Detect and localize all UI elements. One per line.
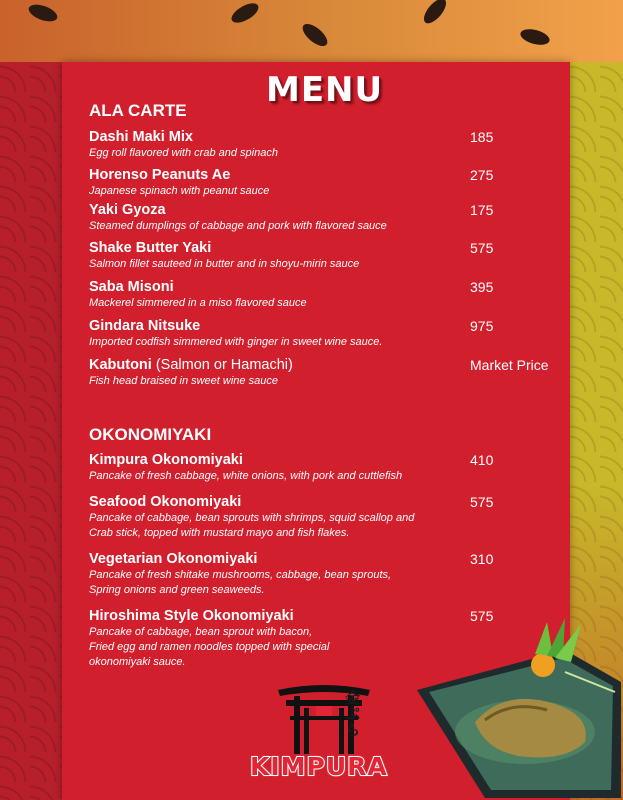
leaf-decoration (420, 0, 450, 27)
item-price: 410 (470, 452, 494, 468)
menu-title: MENU (266, 70, 384, 110)
item-name: Horenso Peanuts Ae (89, 167, 231, 183)
item-name-main: Kabutoni (89, 357, 152, 373)
item-description-line: Pancake of fresh cabbage, white onions, with pork and cuttlefish (89, 470, 403, 482)
item-price: 185 (470, 129, 494, 145)
item-name-extra: (Salmon or Hamachi) (151, 357, 293, 373)
item-description: Japanese spinach with peanut sauce (89, 185, 270, 197)
item-price: 575 (470, 240, 494, 256)
item-description-line: Fried egg and ramen noodles topped with special (89, 641, 330, 653)
leaf-decoration (229, 0, 262, 27)
item-name: Gindara Nitsuke (89, 318, 201, 334)
top-photo-strip (0, 0, 623, 62)
leaf-decoration (299, 20, 331, 50)
section-title-ala-carte: ALA CARTE (89, 101, 187, 120)
item-description-line: Pancake of cabbage, bean sprouts with shrimps, squid scallop and (89, 512, 415, 524)
item-price: 395 (470, 279, 494, 295)
item-description: Salmon fillet sauteed in butter and in shoyu-mirin sauce (89, 258, 360, 270)
section-title-okonomiyaki: OKONOMIYAKI (89, 425, 212, 444)
item-description-line: Pancake of fresh shitake mushrooms, cabbage, bean sprouts, (89, 569, 392, 581)
leaf-decoration (27, 1, 60, 24)
item-name: Hiroshima Style Okonomiyaki (89, 608, 294, 624)
item-name: Saba Misoni (89, 279, 174, 295)
item-price: 275 (470, 167, 494, 183)
item-price: 175 (470, 202, 494, 218)
item-name: Seafood Okonomiyaki (89, 494, 242, 510)
logo-brand-name: KIMPURA (250, 752, 388, 781)
item-description: Imported codfish simmered with ginger in sweet wine sauce. (89, 336, 383, 348)
item-price: 975 (470, 318, 494, 334)
item-description-line: Spring onions and green seaweeds. (89, 584, 265, 596)
item-name: Shake Butter Yaki (89, 240, 212, 256)
item-name: Yaki Gyoza (89, 202, 166, 218)
logo-kana: 金ぷら (345, 689, 361, 739)
fish-dish-photo (415, 612, 623, 800)
item-price: Market Price (470, 357, 549, 373)
item-price: 575 (470, 608, 494, 624)
item-description-line: Pancake of cabbage, bean sprout with bacon, (89, 626, 313, 638)
left-wave-pattern (0, 62, 62, 800)
item-description-line: Crab stick, topped with mustard mayo and fish flakes. (89, 527, 350, 539)
item-name: Vegetarian Okonomiyaki (89, 551, 258, 567)
item-price: 575 (470, 494, 494, 510)
item-description: Mackerel simmered in a miso flavored sauce (89, 297, 307, 309)
item-description-line: okonomiyaki sauce. (89, 656, 186, 668)
item-name: Kimpura Okonomiyaki (89, 452, 243, 468)
item-description: Egg roll flavored with crab and spinach (89, 147, 278, 159)
item-description: Steamed dumplings of cabbage and pork with flavored sauce (89, 220, 387, 232)
item-description: Fish head braised in sweet wine sauce (89, 375, 278, 387)
item-name: Dashi Maki Mix (89, 129, 193, 145)
leaf-decoration (519, 26, 552, 47)
item-price: 310 (470, 551, 494, 567)
